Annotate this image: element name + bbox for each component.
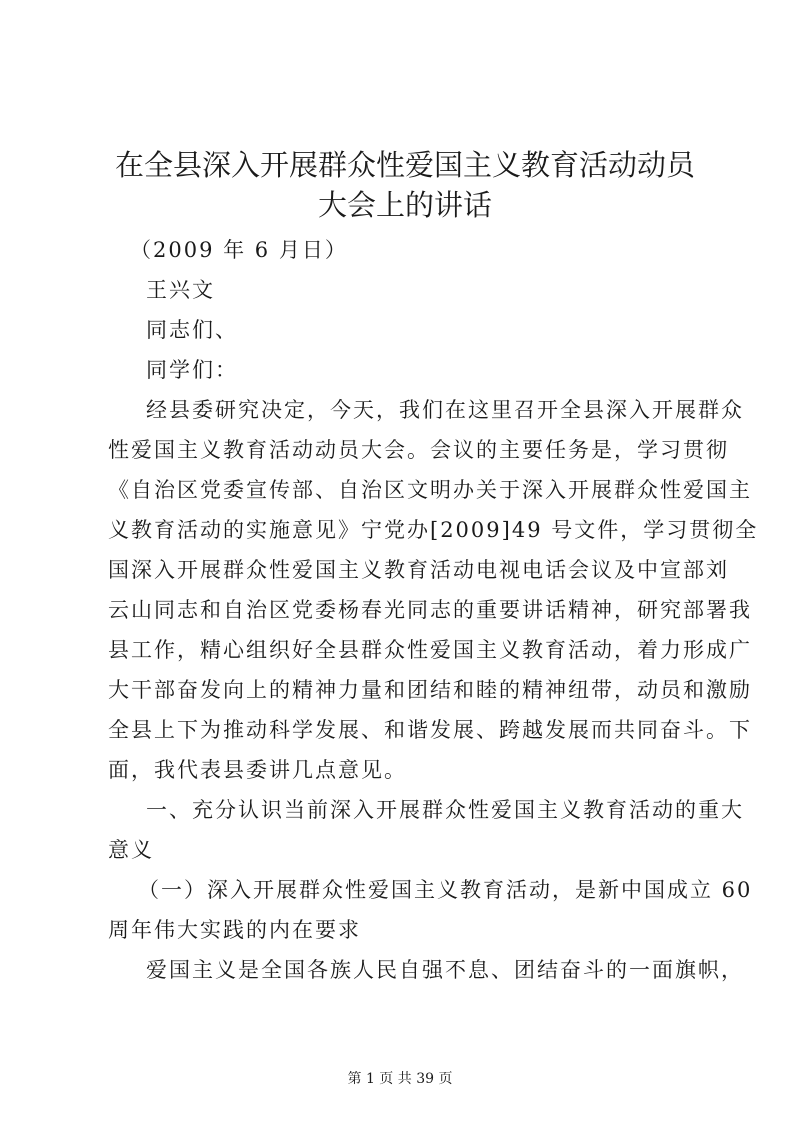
salutation: 同学们：	[146, 358, 238, 382]
paragraph-line: 经县委研究决定，今天，我们在这里召开全县深入开展群众	[146, 398, 744, 422]
paragraph-line: （一）深入开展群众性爱国主义教育活动，是新中国成立 60	[138, 878, 753, 902]
paragraph-line: 周年伟大实践的内在要求	[108, 918, 361, 942]
title-line: 在全县深入开展群众性爱国主义教育活动动员	[114, 148, 695, 182]
paragraph-line: 面，我代表县委讲几点意见。	[108, 758, 407, 782]
document-title	[100, 145, 710, 225]
author-name: 王兴文	[146, 278, 215, 302]
paragraph	[108, 390, 759, 790]
paragraph-line: 《自治区党委宣传部、自治区文明办关于深入开展群众性爱国主	[108, 478, 752, 502]
page-number: 第 1 页 共 39 页	[347, 1071, 453, 1087]
paragraph-line: 国深入开展群众性爱国主义教育活动电视电话会议及中宣部刘	[108, 558, 729, 582]
paragraph-line: 性爱国主义教育活动动员大会。会议的主要任务是，学习贯彻	[108, 438, 729, 462]
paragraph-line: 县工作，精心组织好全县群众性爱国主义教育活动，着力形成广	[108, 638, 752, 662]
paragraph-line: 云山同志和自治区党委杨春光同志的重要讲话精神，研究部署我	[108, 598, 752, 622]
paragraph	[108, 790, 744, 870]
speech-date: （2009 年 6 月日）	[130, 238, 348, 262]
paragraph-line: 意义	[108, 838, 154, 862]
document-body	[108, 230, 759, 990]
title-line: 大会上的讲话	[317, 188, 492, 222]
paragraph-line: 大干部奋发向上的精神力量和团结和睦的精神纽带，动员和激励	[108, 678, 752, 702]
paragraph	[108, 950, 744, 990]
paragraph-line: 爱国主义是全国各族人民自强不息、团结奋斗的一面旗帜，	[146, 958, 744, 982]
paragraph-line: 全县上下为推动科学发展、和谐发展、跨越发展而共同奋斗。下	[108, 718, 752, 742]
paragraph-line: 一、充分认识当前深入开展群众性爱国主义教育活动的重大	[146, 798, 744, 822]
paragraph-line: 义教育活动的实施意见》宁党办[2009]49 号文件，学习贯彻全	[108, 518, 759, 542]
paragraph	[108, 870, 753, 950]
salutation: 同志们、	[146, 318, 238, 342]
